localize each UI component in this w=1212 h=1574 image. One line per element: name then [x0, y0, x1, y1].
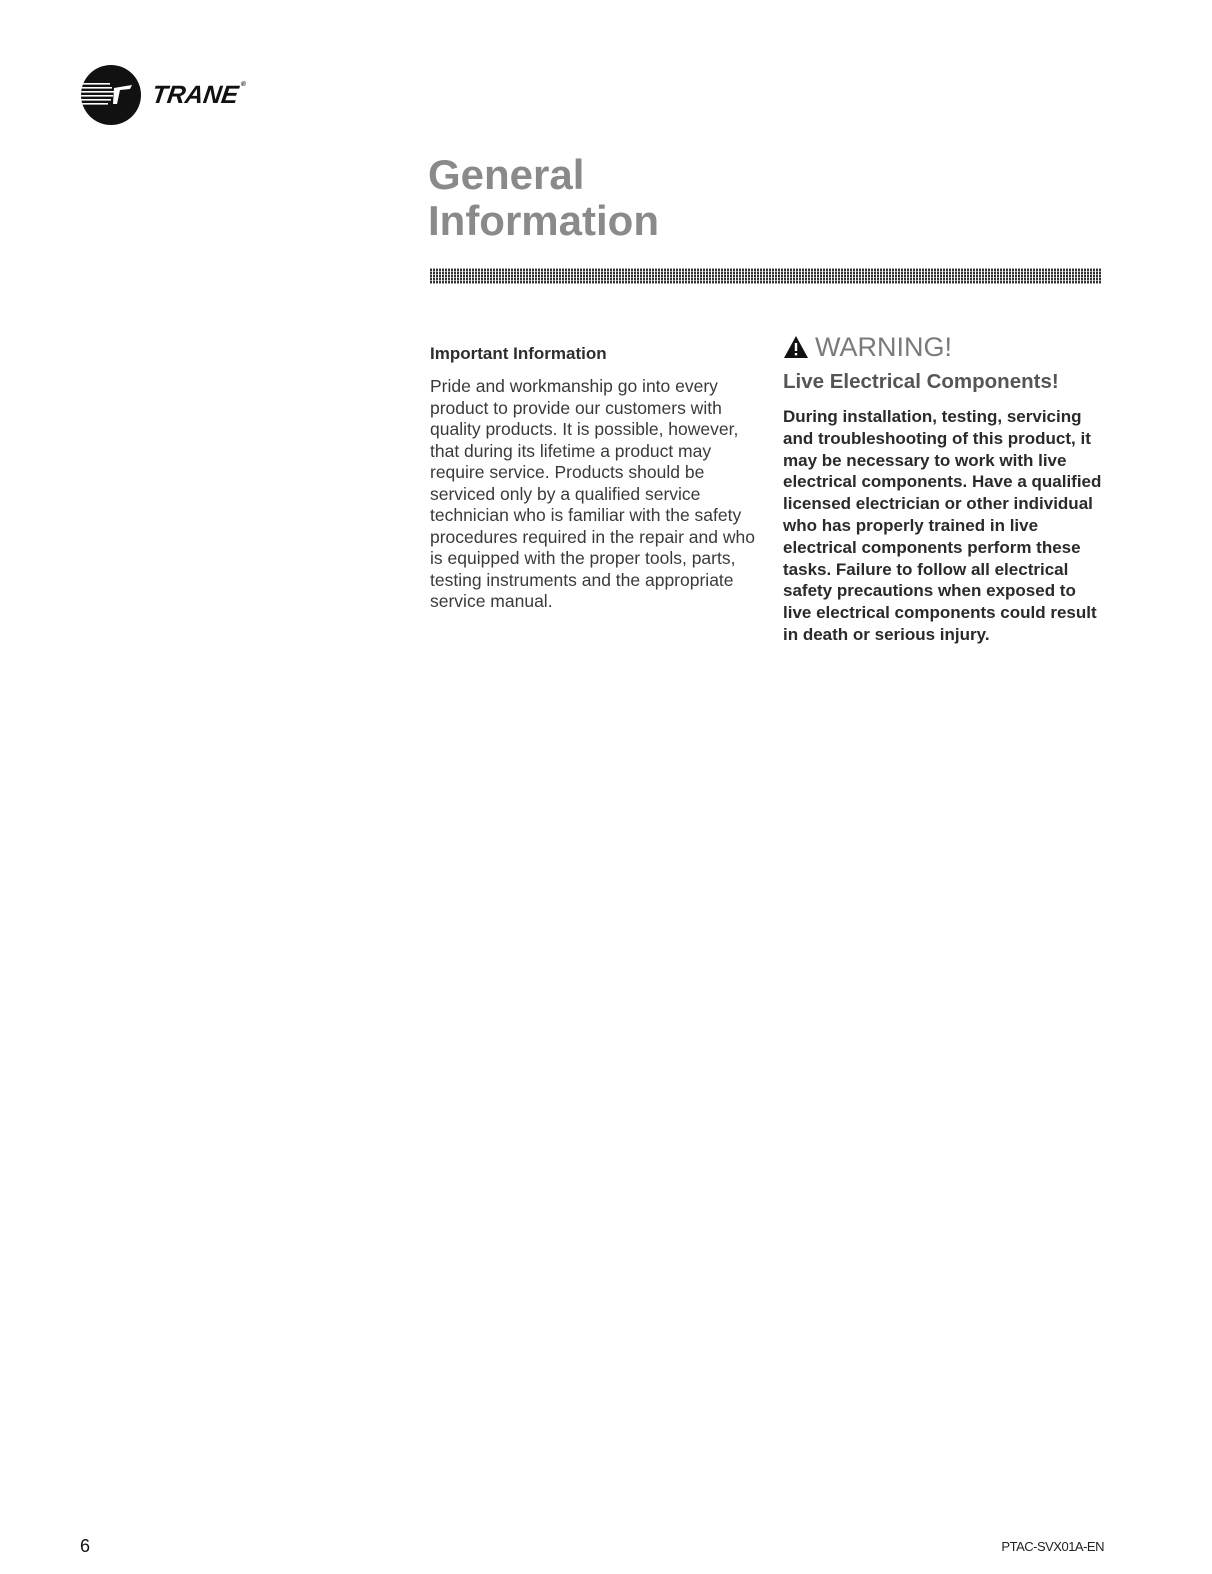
warning-title-text: WARNING!: [815, 332, 952, 362]
trane-wordmark: TRANE®: [150, 80, 247, 109]
title-divider: [430, 268, 1102, 284]
trane-globe-icon: [80, 64, 142, 126]
warning-text: During installation, testing, servicing and troubleshooting of this product, it may be necessary to work with live electrical components. Have a qualified licensed electrician or other individual who has properly trained in live electrical components perform these tasks. Failure to follow all electrical safety precautions when exposed to live electrical components could result in death or serious injury.: [783, 407, 1102, 644]
section-heading: Important Information: [430, 344, 607, 363]
important-information-section: [430, 344, 760, 613]
page-title-line-1: General: [428, 151, 585, 198]
page-number: 6: [80, 1536, 91, 1556]
page-title-line-2: Information: [428, 197, 659, 244]
important-information-text: Pride and workmanship go into every product to provide our customers with quality products. It is possible, however, that during its lifetime a product may require service. Products should be serviced only by a qualified service technician who is familiar with the safety procedures required in the repair and who is equipped with the proper tools, parts, testing instruments and the appropriate service manual.: [430, 376, 755, 611]
warning-subtitle: Live Electrical Components!: [783, 370, 1059, 393]
warning-triangle-icon: [783, 335, 809, 359]
warning-box: [783, 330, 1108, 646]
warning-title: [783, 330, 1108, 364]
document-code: PTAC-SVX01A-EN: [1001, 1539, 1104, 1554]
page-title: [428, 152, 828, 244]
trane-logo: [80, 64, 247, 126]
